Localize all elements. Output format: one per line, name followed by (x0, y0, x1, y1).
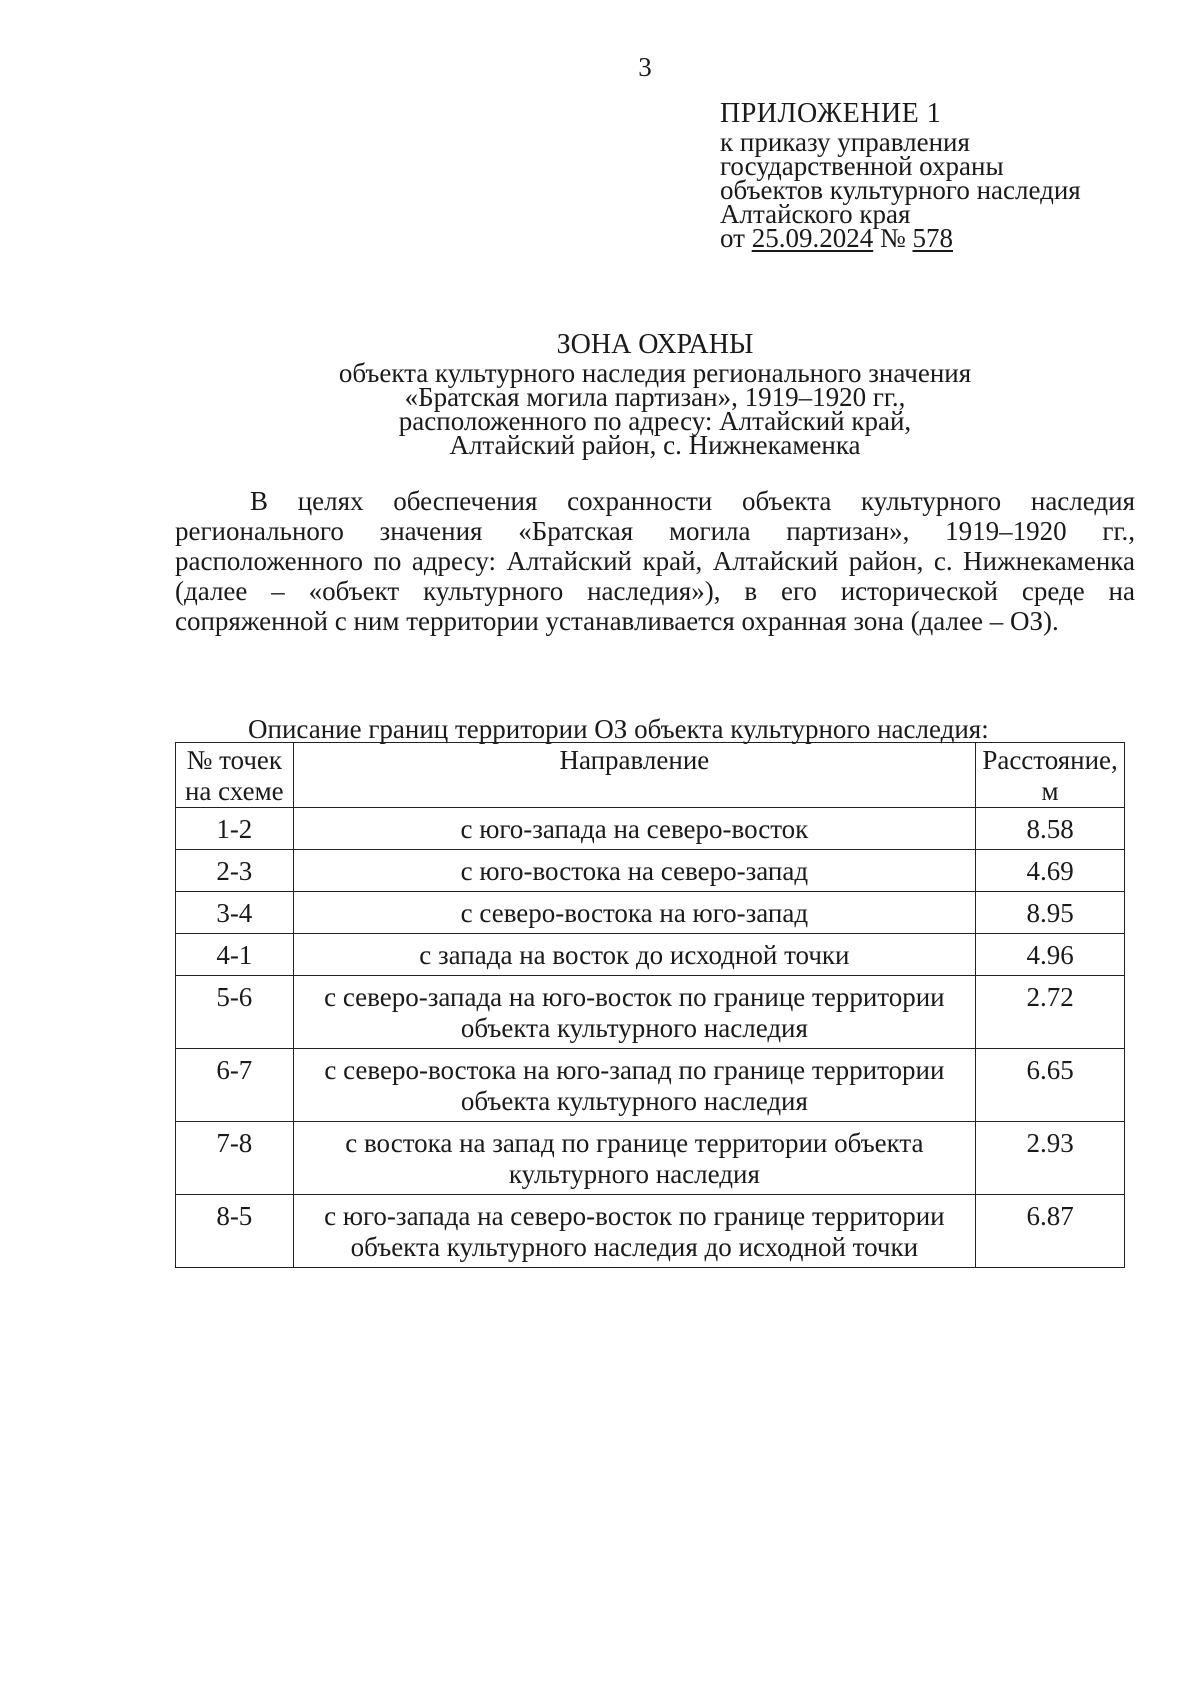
appendix-block (720, 98, 1081, 253)
cell-points: 8-5 (176, 1195, 294, 1268)
appendix-date-line (720, 223, 1081, 253)
cell-distance: 2.72 (976, 976, 1125, 1049)
page-number: 3 (638, 52, 652, 82)
cell-points: 7-8 (176, 1122, 294, 1195)
document-title (180, 329, 1130, 460)
appendix-heading: ПРИЛОЖЕНИЕ 1 (720, 98, 942, 129)
title-line: «Братская могила партизан», 1919–1920 гг., (404, 382, 906, 412)
cell-direction: с северо-запада на юго-восток по границе территории объекта культурного наследия (293, 976, 975, 1049)
table-row (176, 808, 1125, 850)
cell-distance: 8.58 (976, 808, 1125, 850)
cell-distance: 6.87 (976, 1195, 1125, 1268)
appendix-line: Алтайского края (720, 199, 911, 229)
date-prefix: от (720, 223, 745, 253)
appendix-line: государственной охраны (720, 151, 1004, 181)
table-row (176, 1122, 1125, 1195)
cell-distance: 4.69 (976, 850, 1125, 892)
number-sign: № (879, 223, 906, 253)
cell-direction: с юго-запада на северо-восток (293, 808, 975, 850)
cell-points: 1-2 (176, 808, 294, 850)
table-header-row (176, 743, 1125, 808)
title-line: объекта культурного наследия регионального значения (338, 358, 972, 388)
table-row (176, 976, 1125, 1049)
cell-points: 3-4 (176, 892, 294, 934)
header-points: № точек на схеме (176, 743, 294, 808)
cell-distance: 8.95 (976, 892, 1125, 934)
table-row (176, 892, 1125, 934)
table-caption: Описание границ территории ОЗ объекта культурного наследия: (248, 714, 989, 744)
title-line: расположенного по адресу: Алтайский край, (398, 406, 912, 436)
cell-points: 6-7 (176, 1049, 294, 1122)
cell-direction: с запада на восток до исходной точки (293, 934, 975, 976)
cell-direction: с юго-востока на северо-запад (293, 850, 975, 892)
cell-points: 4-1 (176, 934, 294, 976)
cell-direction: с северо-востока на юго-запад по границе территории объекта культурного наследия (293, 1049, 975, 1122)
cell-distance: 6.65 (976, 1049, 1125, 1122)
title-line: Алтайский район, с. Нижнекаменка (449, 430, 861, 460)
table-row (176, 934, 1125, 976)
appendix-line: к приказу управления (720, 127, 970, 157)
cell-points: 2-3 (176, 850, 294, 892)
header-direction: Направление (293, 743, 975, 808)
table-row (176, 1049, 1125, 1122)
cell-direction: с северо-востока на юго-запад (293, 892, 975, 934)
order-date: 25.09.2024 (751, 223, 874, 253)
boundaries-table (175, 742, 1125, 1268)
header-distance: Расстояние, м (976, 743, 1125, 808)
appendix-line: объектов культурного наследия (720, 175, 1081, 205)
cell-distance: 2.93 (976, 1122, 1125, 1195)
cell-direction: с юго-запада на северо-восток по границе территории объекта культурного наследия до исходной точки (293, 1195, 975, 1268)
table-row (176, 850, 1125, 892)
intro-paragraph: В целях обеспечения сохранности объекта культурного наследия регионального значения «Братская могила партизан», 1919–1920 гг., расположенного по адресу: Алтайский край, Алтайский район, с. Нижнекаменка (далее – «объект культурного наследия»), в его исторической среде на сопряженной с ним территории устанавливается охранная зона (далее – ОЗ). (175, 486, 1135, 636)
zone-title: ЗОНА ОХРАНЫ (556, 329, 754, 360)
cell-points: 5-6 (176, 976, 294, 1049)
cell-direction: с востока на запад по границе территории объекта культурного наследия (293, 1122, 975, 1195)
cell-distance: 4.96 (976, 934, 1125, 976)
table-row (176, 1195, 1125, 1268)
order-number: 578 (912, 223, 953, 253)
